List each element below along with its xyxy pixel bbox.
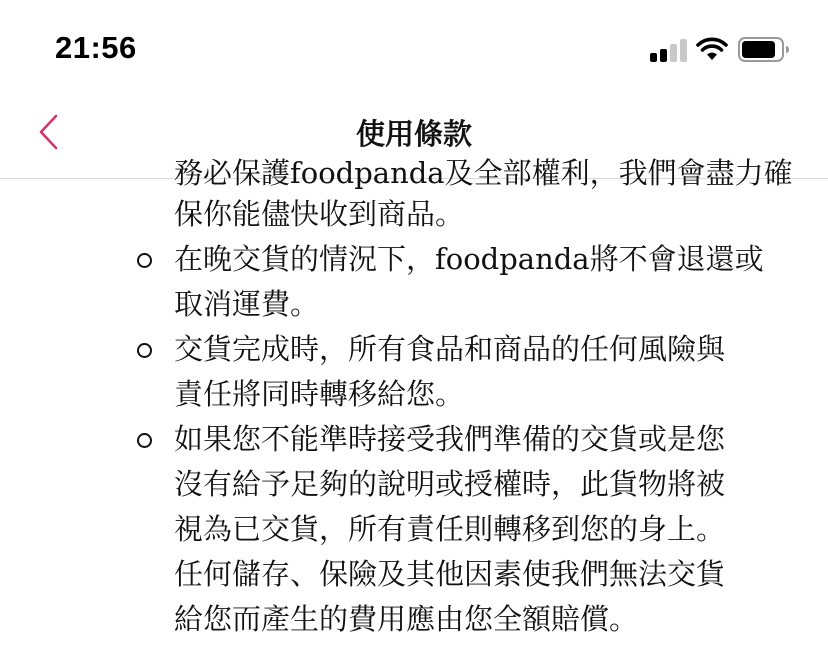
status-time: 21:56 (55, 30, 137, 65)
item-line: 視為已交貨，所有責任則轉移到您的身上。 (174, 512, 726, 546)
terms-list (0, 237, 828, 642)
item-line: 給您而產生的費用應由您全額賠償。 (174, 602, 639, 636)
item-line: 在晚交貨的情況下，foodpanda將不會退還或 (174, 242, 764, 276)
battery-icon (738, 37, 790, 62)
item-line: 沒有給予足夠的說明或授權時，此貨物將被 (174, 467, 726, 501)
status-bar (0, 0, 828, 100)
bullet-icon (137, 433, 152, 448)
item-line: 責任將同時轉移給您。 (174, 377, 465, 411)
cellular-signal-icon (650, 38, 688, 62)
item-line: 如果您不能準時接受我們準備的交貨或是您 (174, 422, 726, 456)
cut-off-line: 務必保護foodpanda及全部權利，我們會盡力確 (174, 156, 793, 190)
terms-content[interactable] (0, 156, 828, 655)
bullet-icon (137, 253, 152, 268)
list-item (0, 237, 794, 327)
item-line: 任何儲存、保險及其他因素使我們無法交貨 (174, 557, 726, 591)
continued-line: 保你能儘快收到商品。 (174, 197, 465, 231)
list-item (0, 417, 794, 642)
list-item (0, 327, 794, 417)
item-line: 交貨完成時，所有食品和商品的任何風險與 (174, 332, 726, 366)
page-title: 使用條款 (355, 117, 472, 151)
wifi-icon (696, 37, 728, 61)
bullet-icon (137, 343, 152, 358)
item-line: 取消運費。 (174, 287, 320, 321)
